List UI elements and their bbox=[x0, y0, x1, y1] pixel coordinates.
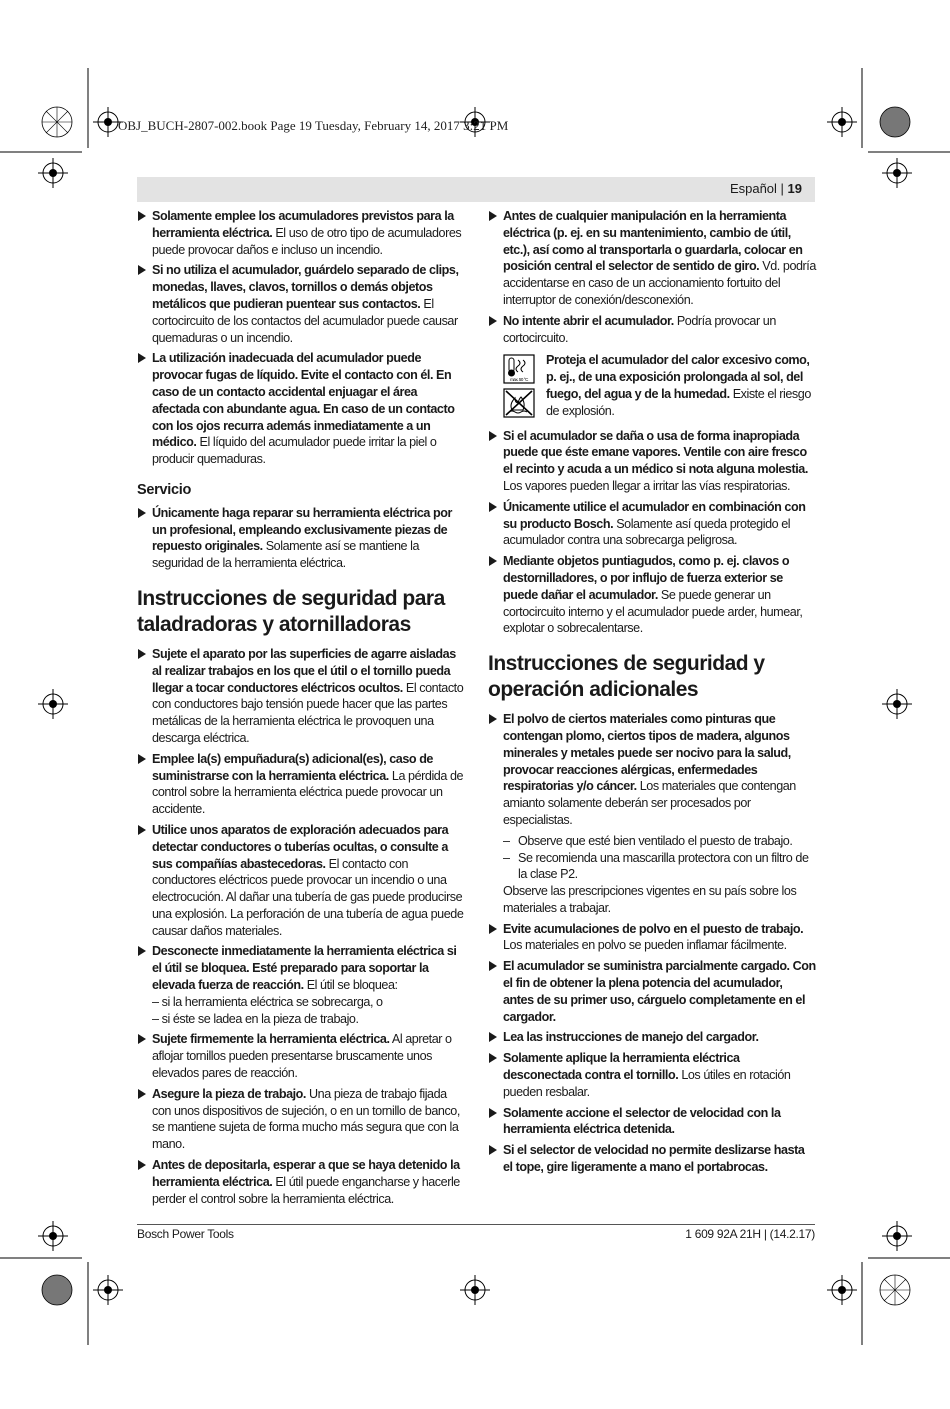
drill-safety-item: Asegure la pieza de trabajo. Una pieza de trabajo fijada con unos dispositivos de sujeción, o en un tornillo de banco, se mantiene sujeta de forma mucho más segura que con la mano. bbox=[137, 1086, 465, 1153]
no-fire-water-icon bbox=[503, 388, 535, 418]
safety-item: Si el selector de velocidad no permite deslizarse hasta el tope, gire ligeramente a mano el portabrocas. bbox=[488, 1142, 816, 1176]
service-heading: Servicio bbox=[137, 481, 192, 498]
bullet-triangle-icon bbox=[489, 714, 497, 724]
footer-doc-number: 1 609 92A 21H | (14.2.17) bbox=[685, 1227, 815, 1241]
bullet-triangle-icon bbox=[489, 1032, 497, 1042]
dust-note: Observe las prescripciones vigentes en su país sobre los materiales a trabajar. bbox=[503, 884, 797, 915]
block-condition-2: – si éste se ladea en la pieza de trabajo. bbox=[152, 1011, 359, 1026]
book-file-header: OBJ_BUCH-2807-002.book Page 19 Tuesday, February 14, 2017 3:21 PM bbox=[118, 118, 509, 133]
safety-item: Si el acumulador se daña o usa de forma inapropiada puede que éste emane vapores. Ventile con aire fresco el recinto y acuda a un médico si nota alguna molestia. Los vapores pueden llegar a irritar las vías respiratorias. bbox=[488, 428, 816, 495]
page-language-and-number: Español | 19 bbox=[729, 181, 802, 196]
drill-safety-item: Antes de depositarla, esperar a que se haya detenido la herramienta eléctrica. El útil puede engancharse y hacerle perder el control sobre la herramienta eléctrica. bbox=[137, 1157, 465, 1207]
safety-item: No intente abrir el acumulador. Podría provocar un cortocircuito. bbox=[488, 313, 816, 347]
bullet-triangle-icon bbox=[138, 1089, 146, 1099]
dust-dash-1: – Observe que esté bien ventilado el puesto de trabajo. bbox=[503, 833, 793, 848]
additional-safety-heading: Instrucciones de seguridad y operación adicionales bbox=[488, 652, 765, 702]
battery-safety-item: La utilización inadecuada del acumulador puede provocar fugas de líquido. Evite el contacto con él. En caso de un contacto accidental enjuagar el área afectada con abundante agua. En caso de un contacto con los ojos recurra además inmediatamente a un médico. El líquido del acumulador puede irritar la piel o producir quemaduras. bbox=[137, 350, 465, 468]
safety-item: Antes de cualquier manipulación en la herramienta eléctrica (p. ej. en su mantenimiento, cambio de útil, etc.), así como al transportarla o guardarla, colocar en posición central el selector de sentido de giro. Vd. podría accidentarse en caso de un accionamiento fortuito del interruptor de conexión/desconexión. bbox=[488, 208, 816, 309]
safety-item: El acumulador se suministra parcialmente cargado. Con el fin de obtener la plena potencia del acumulador, antes de su primer uso, cárguelo completamente en el cargador. bbox=[488, 958, 816, 1025]
bullet-triangle-icon bbox=[489, 556, 497, 566]
bullet-triangle-icon bbox=[138, 1160, 146, 1170]
page-header-bar bbox=[137, 177, 815, 202]
service-item: Únicamente haga reparar su herramienta eléctrica por un profesional, empleando exclusivamente piezas de repuesto originales. Solamente así se mantiene la seguridad de la herramienta eléctrica. bbox=[137, 505, 465, 572]
drill-safety-item: Utilice unos aparatos de exploración adecuados para detectar conductores o tuberías ocultas, o consulte a sus compañías abastecedoras. El contacto con conductores eléctricos puede provocar un incendio o una electrocución. Al dañar una tubería de gas puede producirse una explosión. La perforación de una tubería de agua puede causar daños materiales. bbox=[137, 822, 465, 940]
heat-warning: max. 50 °C Proteja el acumulador del calor excesivo como, p. ej., de una exposición prolongada al sol, del fuego, del agua y de la humedad. Existe el riesgo de explosión. bbox=[488, 352, 816, 419]
bullet-triangle-icon bbox=[489, 1108, 497, 1118]
footer-rule bbox=[137, 1224, 815, 1225]
bullet-triangle-icon bbox=[489, 924, 497, 934]
bullet-triangle-icon bbox=[138, 211, 146, 221]
drill-safety-item: Sujete el aparato por las superficies de agarre aisladas al realizar trabajos en los que el útil o el tornillo pueda llegar a tocar conductores eléctricos ocultos. El contacto con conductores bajo tensión puede hacer que las partes metálicas de la herramienta eléctrica le provoquen una descarga eléctrica. bbox=[137, 646, 465, 747]
warning-icons bbox=[503, 354, 537, 422]
safety-item: Solamente accione el selector de velocidad con la herramienta eléctrica detenida. bbox=[488, 1105, 816, 1139]
right-column bbox=[488, 208, 816, 1180]
bullet-triangle-icon bbox=[489, 961, 497, 971]
bullet-triangle-icon bbox=[138, 265, 146, 275]
left-column bbox=[137, 208, 465, 1211]
block-condition-1: – si la herramienta eléctrica se sobrecarga, o bbox=[152, 994, 383, 1009]
svg-text:max. 50 °C: max. 50 °C bbox=[510, 377, 528, 383]
max-temperature-icon bbox=[503, 354, 535, 384]
bullet-triangle-icon bbox=[489, 211, 497, 221]
bullet-triangle-icon bbox=[489, 502, 497, 512]
bullet-triangle-icon bbox=[138, 946, 146, 956]
bullet-triangle-icon bbox=[489, 1145, 497, 1155]
bullet-triangle-icon bbox=[489, 431, 497, 441]
footer-brand: Bosch Power Tools bbox=[137, 1227, 234, 1241]
page-number: 19 bbox=[787, 181, 802, 196]
bullet-triangle-icon bbox=[138, 649, 146, 659]
bullet-triangle-icon bbox=[138, 508, 146, 518]
safety-item: Mediante objetos puntiagudos, como p. ej. clavos o destornilladores, o por influjo de fuerza exterior se puede dañar el acumulador. Se puede generar un cortocircuito interno y el acumulador puede arder, humear, explotar o sobrecalentarse. bbox=[488, 553, 816, 637]
battery-safety-item: Si no utiliza el acumulador, guárdelo separado de clips, monedas, llaves, clavos, tornillos o demás objetos metálicos que pudieran puentear sus contactos. El cortocircuito de los contactos del acumulador puede causar quemaduras o un incendio. bbox=[137, 262, 465, 346]
bullet-triangle-icon bbox=[138, 1034, 146, 1044]
bullet-triangle-icon bbox=[489, 1053, 497, 1063]
safety-item: Lea las instrucciones de manejo del cargador. bbox=[488, 1029, 816, 1046]
bullet-triangle-icon bbox=[138, 825, 146, 835]
safety-item: Solamente aplique la herramienta eléctrica desconectada contra el tornillo. Los útiles en rotación pueden resbalar. bbox=[488, 1050, 816, 1100]
safety-item: Únicamente utilice el acumulador en combinación con su producto Bosch. Solamente así queda protegido el acumulador contra una sobrecarga peligrosa. bbox=[488, 499, 816, 549]
drill-safety-heading: Instrucciones de seguridad para taladradoras y atornilladoras bbox=[137, 586, 445, 636]
bullet-triangle-icon bbox=[138, 353, 146, 363]
block-item: Desconecte inmediatamente la herramienta eléctrica si el útil se bloquea. Esté preparado para soportar la elevada fuerza de reacción. El útil se bloquea: – si la herramienta eléctrica se sobrecarga, o – si éste se ladea en la pieza de trabajo. bbox=[137, 943, 465, 1027]
drill-safety-item: Emplee la(s) empuñadura(s) adicional(es), caso de suministrarse con la herramienta eléctrica. La pérdida de control sobre la herramienta eléctrica puede provocar un accidente. bbox=[137, 751, 465, 818]
page-language: Español bbox=[729, 181, 777, 196]
safety-item: Evite acumulaciones de polvo en el puesto de trabajo. Los materiales en polvo se pueden inflamar fácilmente. bbox=[488, 921, 816, 955]
dust-item: El polvo de ciertos materiales como pinturas que contengan plomo, ciertos tipos de madera, algunos minerales y metales puede ser nocivo para la salud, provocar reacciones alérgicas, enfermedades respiratorias y/o cáncer. Los materiales que contengan amianto solamente deberán ser procesados por especialistas. bbox=[488, 711, 816, 829]
battery-safety-item: Solamente emplee los acumuladores previstos para la herramienta eléctrica. El uso de otro tipo de acumuladores puede provocar daños e incluso un incendio. bbox=[137, 208, 465, 258]
dust-dash-2: – Se recomienda una mascarilla protectora con un filtro de la clase P2. bbox=[503, 850, 809, 882]
bullet-triangle-icon bbox=[138, 754, 146, 764]
bullet-triangle-icon bbox=[489, 316, 497, 326]
drill-safety-item: Sujete firmemente la herramienta eléctrica. Al apretar o aflojar tornillos pueden presentarse bruscamente unos elevados pares de reacción. bbox=[137, 1031, 465, 1081]
